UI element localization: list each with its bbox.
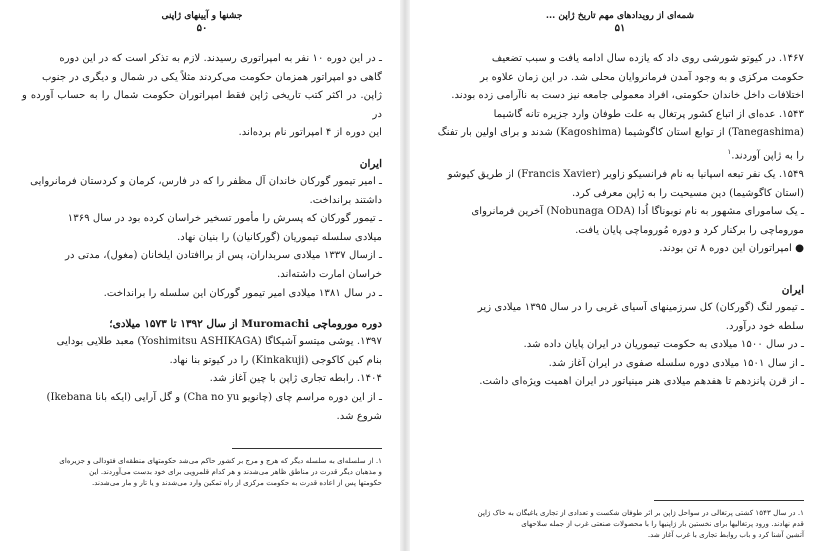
right-body-line-text: را به ژاپن آوردند.	[731, 150, 804, 162]
right-iran-line: سلطه خود درآورد.	[725, 320, 804, 332]
footnote-marker: ۱	[727, 147, 732, 156]
right-body-line: (Tanegashima) از توابع استان کاگوشیما (Kagoshima) شدند و برای اولین بار تفنگ	[437, 127, 804, 139]
left-footnote-rule	[232, 448, 382, 449]
right-body-line: ۱۵۴۹. یک نفر تبعه اسپانیا به نام فرانسیکو زاویر (Francis Xavier) از طریق کیوشو	[447, 168, 804, 180]
right-body-line: ● امپراتوران این دوره ۸ تن بودند.	[659, 243, 804, 255]
right-footnote-line: ۱. در سال ۱۵۴۳ کشتی پرتغالی در سواحل ژاپن بر اثر طوفان شکست و تعدادی از تجاری یاغیگان به خاک ژاپن	[477, 507, 804, 517]
left-intro-line: این دوره از ۴ امپراتور نام برده‌اند.	[238, 127, 382, 139]
muromachi-line: ۱۴۰۴. رابطه تجاری ژاپن با چین آغاز شد.	[209, 373, 382, 385]
left-footnote-line: و مذهبان دیگر قدرت در مناطق ظاهر می‌شدند و هر کدام قلمرویی برای خود بدست می‌آوردند. این	[89, 467, 382, 477]
right-iran-heading: ایران	[781, 283, 804, 296]
muromachi-line: ۱۳۹۷. یوشی میتسو آشیکاگا (Yoshimitsu ASHIKAGA) معبد طلایی بودایی	[56, 336, 382, 348]
muromachi-heading: دوره موروماچی Muromachi از سال ۱۳۹۲ تا ۱۵۷۳ میلادی؛	[109, 318, 382, 331]
left-page	[0, 0, 400, 551]
right-body-line	[436, 143, 804, 166]
left-iran-line: ـ در سال ۱۳۸۱ میلادی امیر تیمور گورکان این سلسله را برانداخت.	[103, 287, 382, 299]
right-iran-line: ـ تیمور لنگ (گورکان) کل سرزمینهای آسیای غربی را در سال ۱۳۹۵ میلادی زیر	[477, 301, 804, 313]
right-body-line: ۱۵۴۳. عده‌ای از اتباع کشور پرتغال به علت طوفان وارد جزیره تانه گاشیما	[493, 108, 804, 120]
right-body-line: موروماچی را برکنار کرد و دوره مُوروماچی پایان یافت.	[575, 224, 804, 236]
right-body-line: حکومت مرکزی و به وجود آمدن فرمانروایان محلی شد. در این زمان علاوه بر	[479, 71, 804, 83]
right-body-line: ۱۴۶۷. در کیوتو شورشی روی داد که یازده سال ادامه یافت و سبب تضعیف	[491, 53, 804, 64]
right-body-line: (استان کاگوشیما) دین مسیحیت را به ژاپن معرفی کرد.	[572, 187, 804, 199]
left-iran-line: ـ ازسال ۱۳۳۷ میلادی سربداران، پس از براافتادن ایلخانان (مغول)، مدتی در	[65, 250, 382, 262]
left-running-head: جشنها و آیینهای ژاپنی	[161, 11, 243, 21]
book-gutter	[400, 0, 410, 551]
right-iran-line: ـ در سال ۱۵۰۰ میلادی به حکومت تیموریان در ایران پایان داده شد.	[523, 339, 804, 351]
right-iran-line: ـ از سال ۱۵۰۱ میلادی دوره سلسله صفوی در ایران آغاز شد.	[548, 357, 804, 369]
left-iran-line: داشتند برانداخت.	[309, 194, 382, 206]
muromachi-line: شروع شد.	[336, 410, 382, 422]
left-intro-line: ژاپن. در اکثر کتب تاریخی ژاپن فقط امپراتوران حکومت شمال را به حساب آورده و در	[22, 90, 382, 120]
left-iran-line: ـ تیمور گورکان که پسرش را مأمور تسخیر خراسان کرده بود در سال ۱۳۶۹	[67, 213, 382, 225]
left-iran-line: میلادی سلسله تیموریان (گورکانیان) را بنیان نهاد.	[177, 231, 382, 243]
right-running-head: شمه‌ای از رویدادهای مهم تاریخ ژاپن ...	[545, 11, 695, 21]
left-iran-line: خراسان امارت داشته‌اند.	[277, 268, 382, 280]
right-page	[410, 0, 826, 551]
muromachi-line: ـ از این دوره مراسم چای (چانویو Cha no yu) و گل آرایی (ایکه بانا Ikebana)	[46, 391, 382, 403]
right-body-line: اختلافات داخل خاندان حکومتی، افراد معمولی جامعه نیز دست به ناآرامی زده بودند.	[451, 90, 804, 102]
left-intro-line: گاهی دو امپراتور همزمان حکومت می‌کردند مثلاً یکی در شمال و دیگری در جنوب	[41, 71, 382, 83]
left-iran-line: ـ امیر تیمور گورکان خاندان آل مظفر را که در فارس، کرمان و کردستان فرمانروایی	[30, 175, 382, 187]
left-intro-line: ـ در این دوره ۱۰ نفر به امپراتوری رسیدند. لازم به تذکر است که در این دوره	[59, 53, 382, 64]
left-iran-heading: ایران	[359, 157, 382, 170]
right-footnote-rule	[654, 500, 804, 501]
left-page-number: ۵۰	[196, 23, 208, 34]
right-page-number: ۵۱	[614, 23, 626, 34]
right-footnote-line: آتشین آشنا کرد و باب روابط تجاری با غرب آغاز شد.	[647, 529, 804, 539]
right-iran-line: ـ از قرن پانزدهم تا هفدهم میلادی هنر مینیاتور در ایران اهمیت ویژه‌ای داشت.	[479, 376, 804, 388]
muromachi-line: بنام کین کاکوجی (Kinkakuji) را در کیوتو بنا نهاد.	[169, 354, 382, 366]
right-body-line: ـ یک ساموراى مشهور به نام نوبوناگا اُدا (Nobunaga ODA) آخرین فرمانروای	[471, 206, 804, 218]
left-footnote-line: ۱. از سلسله‌ای به سلسله دیگر که هرج و مرج بر کشور حاکم می‌شد حکومتهای منطقه‌ای فئودالی و جزیره‌ای	[59, 456, 382, 466]
right-footnote-line: قدم نهادند. ورود پرتغالیها برای نخستین بار ژاپنیها را با محصولات صنعتی غرب از جمله سلاحهای	[521, 518, 804, 528]
left-footnote-line: حکومتها پس از اعاده قدرت به حکومت مرکزی از راه تمکین وارد می‌شدند و یا تار و مار می‌شدند.	[91, 478, 382, 488]
